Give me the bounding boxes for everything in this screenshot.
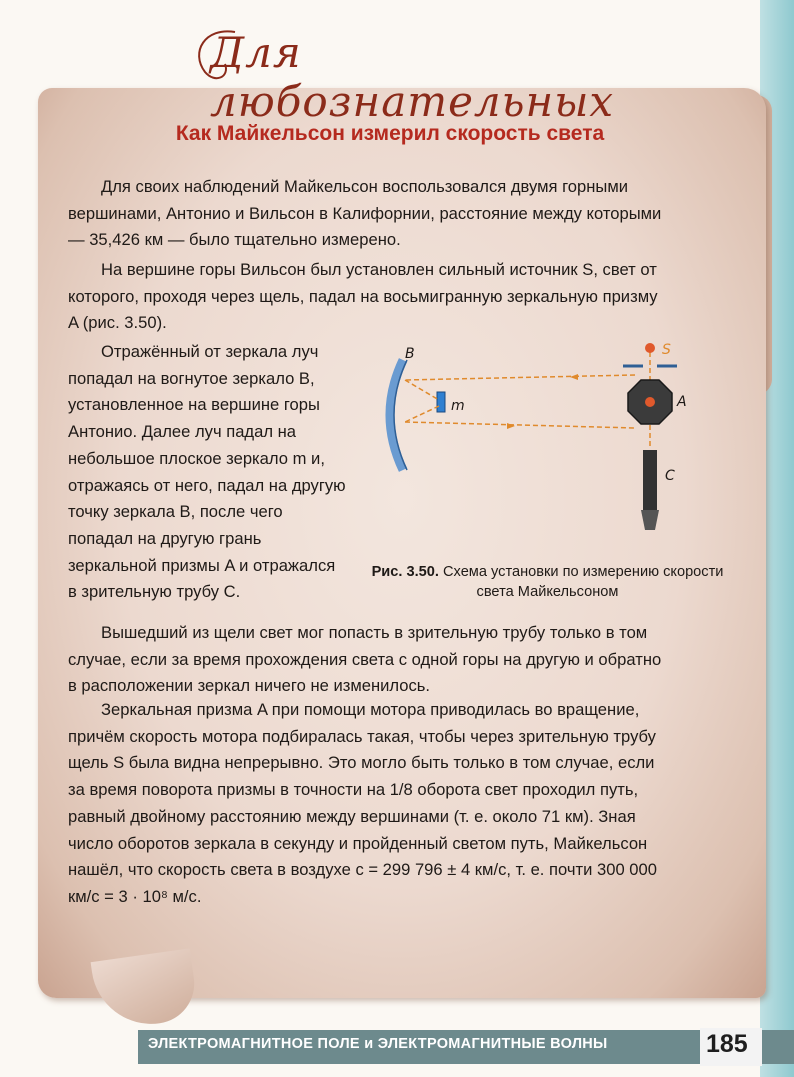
light-source-S	[645, 343, 655, 353]
article-title: Как Майкельсон измерил скорость света	[175, 122, 605, 145]
paragraph-5: Зеркальная призма A при помощи мотора приводилась во вращение, причём скорость мотора подбиралась такая, чтобы через зрительную трубу щель S была видна непрерывно. Это могло быть только в том случае, если за время поворота призмы в точности на 1/8 оборота свет проходил путь, равный двойному расстоянию между вершинами (т. е. около 71 км). Зная число оборотов зеркала в секунду и пройденный светом путь, Майкельсон нашёл, что скорость света в воздухе c = 299 796 ± 4 км/с, т. е. почти 300 000 км/с = 3 · 10⁸ м/с.	[68, 700, 657, 906]
script-title: Для любознательных	[210, 28, 615, 126]
label-B: B	[405, 346, 415, 362]
page-number: 185	[706, 1030, 748, 1058]
label-S: S	[662, 342, 671, 358]
label-A: A	[677, 394, 687, 410]
paragraph-4: Вышедший из щели свет мог попасть в зрительную трубу только в том случае, если за время прохождения света с одной горы на другую и обратно в расположении зеркал ничего не изменилось.	[68, 623, 662, 696]
paragraph-1: Для своих наблюдений Майкельсон воспользовался двумя горными вершинами, Антонио и Вильсон в Калифорнии, расстояние между которыми — 35,426 км — было тщательно измерено.	[68, 177, 662, 250]
footer-section-title: ЭЛЕКТРОМАГНИТНОЕ ПОЛЕ и ЭЛЕКТРОМАГНИТНЫЕ ВОЛНЫ	[148, 1036, 608, 1052]
paragraph-2: На вершине горы Вильсон был установлен сильный источник S, свет от которого, проходя через щель, падал на восьмигранную зеркальную призму A (рис. 3.50).	[68, 260, 658, 333]
caption-number: Рис. 3.50.	[371, 564, 439, 580]
figure-caption	[360, 562, 735, 602]
telescope-C	[643, 450, 657, 510]
label-m: m	[451, 398, 465, 414]
paragraph-3: Отражённый от зеркала луч попадал на вогнутое зеркало B, установленное на вершине горы Антонио. Далее луч падал на небольшое плоское зеркало m и, отражаясь от него, падал на другую точку зеркала B, после чего попадал на другую грань зеркальной призмы A и отражался в зрительную трубу C.	[68, 342, 346, 602]
caption-text: Схема установки по измерению скорости света Майкельсоном	[443, 564, 724, 600]
parchment-curl	[91, 948, 200, 1031]
label-C: C	[665, 468, 675, 484]
michelson-setup-diagram	[365, 330, 730, 560]
plane-mirror-m	[437, 392, 445, 412]
